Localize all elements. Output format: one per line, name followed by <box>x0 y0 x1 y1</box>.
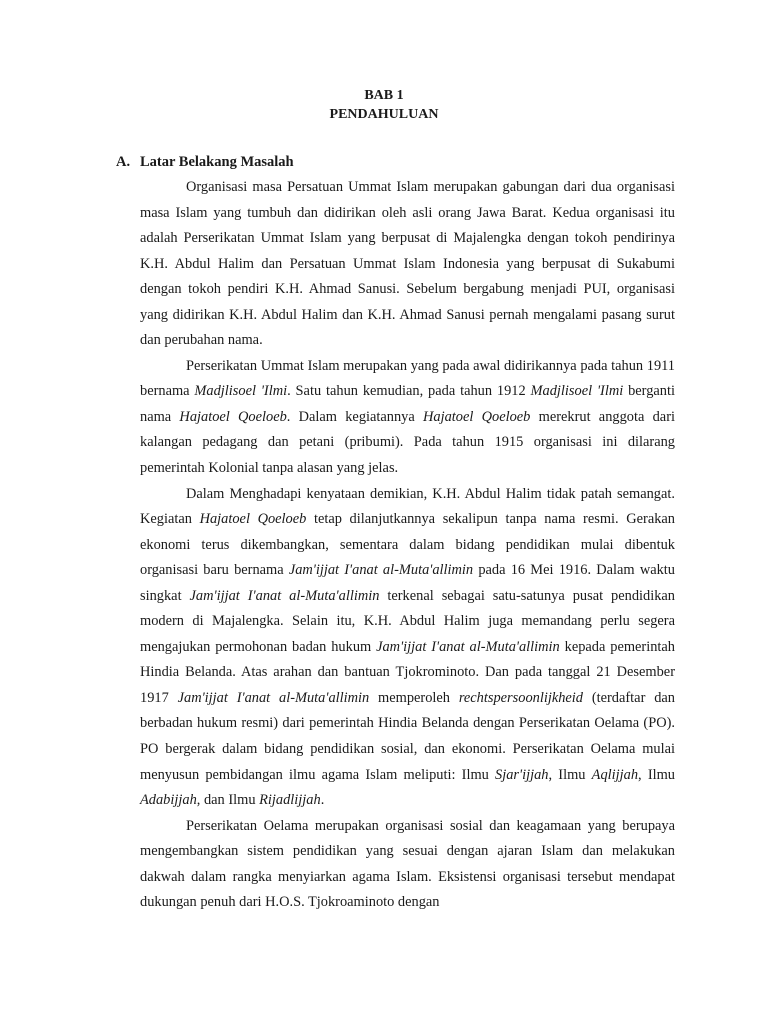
text-run: tetap dilanjutkannya sekalipun tanpa nama resmi. Gerakan ekonomi terus dikembangkan, sementara dalam bidang pendidikan mulai dibentuk organisasi baru bernama <box>140 511 675 579</box>
paragraph <box>140 175 675 354</box>
chapter-title: PENDAHULUAN <box>329 107 439 122</box>
section-title: Latar Belakang Masalah <box>140 154 294 170</box>
text-run: pada 16 Mei 1916. Dalam waktu singkat <box>140 562 676 604</box>
text-run: Perserikatan Ummat Islam merupakan yang pada awal didirikannya pada tahun 1911 bernama <box>140 357 675 400</box>
italic-term: Hajatoel Qoeloeb <box>179 408 287 425</box>
section-heading <box>116 152 294 172</box>
text-run: memperoleh <box>369 689 459 706</box>
italic-term: Madjlisoel 'Ilmi <box>530 383 624 400</box>
paragraph <box>140 354 675 482</box>
text-run: merekrut anggota dari kalangan pedagang dan petani (pribumi). Pada tahun 1915 organisasi ini dilarang pemerintah Kolonial tanpa alasan yang jelas. <box>140 408 675 477</box>
text-run: (terdaftar dan berbadan hukum resmi) dari pemerintah Hindia Belanda dengan Perserikatan Oelama (PO). PO bergerak dalam bidang pendidikan sosial, dan ekonomi. Perserikatan Oelama mulai menyusun pembidangan ilmu agama Islam meliputi: Ilmu <box>140 689 675 783</box>
italic-term: Rijadlijjah <box>259 792 321 809</box>
text-run: Organisasi masa Persatuan Ummat Islam merupakan gabungan dari dua organisasi masa Islam yang tumbuh dan didirikan oleh asli orang Jawa Barat. Kedua organisasi itu adalah Perserikatan Ummat Islam yang berpusat di Majalengka dengan tokoh pendirinya K.H. Abdul Halim dan Persatuan Ummat Islam Indonesia yang berpusat di Sukabumi dengan tokoh pendiri K.H. Ahmad Sanusi. Sebelum bergabung menjadi PUI, organisasi yang didirikan K.H. Abdul Halim dan K.H. Ahmad Sanusi pernah mengalami pasang surut dan perubahan nama. <box>140 179 675 349</box>
section-number: A. <box>116 154 131 170</box>
text-run: Perserikatan Oelama merupakan organisasi sosial dan keagamaan yang berupaya mengembangkan sistem pendidikan yang sesuai dengan ajaran Islam dan melakukan dakwah dalam rangka menyiarkan agama Islam. Eksistensi organisasi tersebut mendapat dukungan penuh dari H.O.S. Tjokroaminoto dengan <box>140 817 675 911</box>
italic-term: Jam'ijjat I'anat al-Muta'allimin <box>189 587 380 604</box>
text-run: , dan Ilmu <box>196 792 260 809</box>
italic-term: Hajatoel Qoeloeb <box>423 408 531 425</box>
italic-term: Sjar'ijjah <box>495 766 549 783</box>
text-run: kepada pemerintah Hindia Belanda. Atas arahan dan bantuan Tjokrominoto. Dan pada tanggal 21 Desember 1917 <box>140 638 675 706</box>
text-run: . Dalam kegiatannya <box>286 408 424 425</box>
text-run: berganti nama <box>140 383 675 425</box>
italic-term: Madjlisoel 'Ilmi <box>194 383 288 400</box>
italic-term: Aqlijjah <box>591 766 639 783</box>
chapter-number: BAB 1 <box>364 88 404 103</box>
text-run: . Satu tahun kemudian, pada tahun 1912 <box>287 383 531 400</box>
text-run: , Ilmu <box>548 766 592 783</box>
paragraph <box>140 482 675 814</box>
italic-term: Hajatoel Qoeloeb <box>199 511 307 528</box>
body-text <box>140 175 675 916</box>
italic-term: rechtspersoonlijkheid <box>458 689 583 706</box>
italic-term: Adabijjah <box>140 792 197 809</box>
text-run: terkenal sebagai satu-satunya pusat pendidikan modern di Majalengka. Selain itu, K.H. Abdul Halim juga memandang perlu segera mengajukan permohonan badan hukum <box>140 587 676 655</box>
text-run: , Ilmu <box>638 766 675 783</box>
italic-term: Jam'ijjat I'anat al-Muta'allimin <box>177 689 370 706</box>
italic-term: Jam'ijjat I'anat al-Muta'allimin <box>288 562 474 579</box>
text-run: Dalam Menghadapi kenyataan demikian, K.H. Abdul Halim tidak patah semangat. Kegiatan <box>140 485 675 528</box>
text-run: . <box>320 792 325 809</box>
paragraph <box>140 814 675 916</box>
italic-term: Jam'ijjat I'anat al-Muta'allimin <box>376 638 560 655</box>
chapter-heading <box>0 86 768 124</box>
